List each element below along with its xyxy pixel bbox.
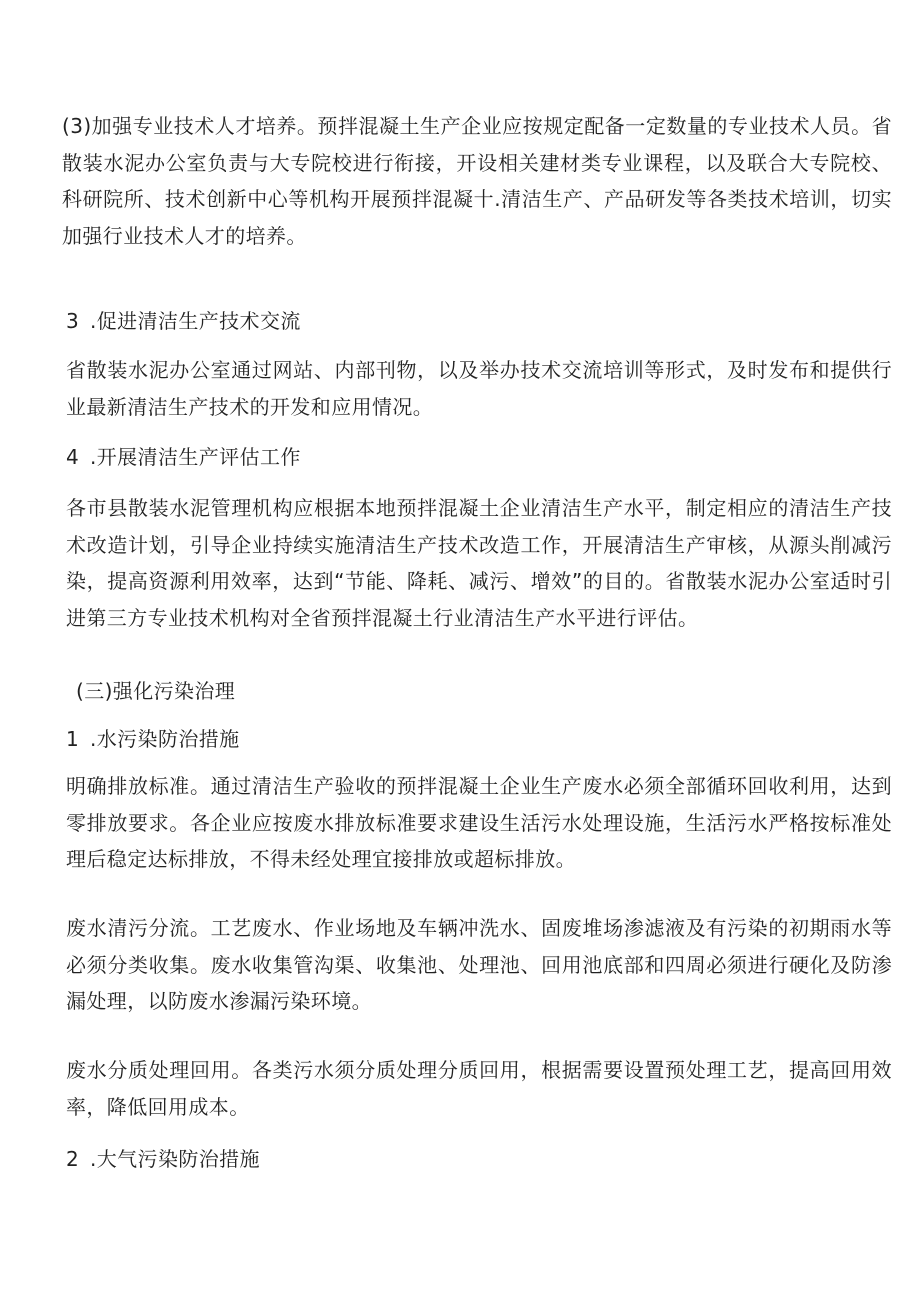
heading-tech-exchange	[66, 306, 301, 336]
heading-number: 2	[66, 1147, 80, 1171]
heading-number: 4	[66, 445, 80, 469]
paragraph-wastewater-separation: 废水清污分流。工艺废水、作业场地及车辆冲洗水、固废堆场渗滤液及有污染的初期雨水等必须分类收集。废水收集管沟渠、收集池、处理池、回用池底部和四周必须进行硬化及防渗漏处理，以防废水渗漏污染环境。	[66, 916, 892, 1013]
paragraph-wastewater-reuse: 废水分质处理回用。各类污水须分质处理分质回用，根据需要设置预处理工艺，提高回用效率，降低回用成本。	[66, 1058, 892, 1119]
paragraph-tech-exchange: 省散装水泥办公室通过网站、内部刊物，以及举办技术交流培训等形式，及时发布和提供行业最新清洁生产技术的开发和应用情况。	[66, 358, 892, 419]
paragraph-assessment: 各市县散装水泥管理机构应根据本地预拌混凝土企业清洁生产水平，制定相应的清洁生产技术改造计划，引导企业持续实施清洁生产技术改造工作，开展清洁生产审核，从源头削减污染，提高资源利用效率，达到“节能、降耗、减污、增效”的目的。省散装水泥办公室适时引进第三方专业技术机构对全省预拌混凝土行业清洁生产水平进行评估。	[66, 496, 892, 630]
heading-text: .水污染防治措施	[90, 727, 240, 751]
heading-number: 3	[66, 309, 80, 333]
heading-text: .大气污染防治措施	[90, 1147, 260, 1171]
paragraph-discharge-standard: 明确排放标准。通过清洁生产验收的预拌混凝土企业生产废水必须全部循环回收利用，达到零排放要求。各企业应按废水排放标准要求建设生活污水处理设施，生活污水严格按标准处理后稳定达标排放，不得未经处理宜接排放或超标排放。	[66, 774, 892, 871]
section-heading-pollution: (三)强化污染治理	[76, 679, 236, 703]
heading-number: 1	[66, 727, 80, 751]
paragraph-talent-training: (3)加强专业技术人才培养。预拌混凝土生产企业应按规定配备一定数量的专业技术人员。省散装水泥办公室负责与大专院校进行衔接，开设相关建材类专业课程，以及联合大专院校、科研院所、技术创新中心等机构开展预拌混凝十.清洁生产、产品研发等各类技术培训，切实加强行业技术人才的培养。	[62, 114, 892, 248]
heading-assessment	[66, 442, 301, 472]
heading-water-pollution	[66, 724, 240, 754]
heading-text: .开展清洁生产评估工作	[90, 445, 301, 469]
heading-air-pollution	[66, 1144, 260, 1174]
heading-text: .促进清洁生产技术交流	[90, 309, 301, 333]
